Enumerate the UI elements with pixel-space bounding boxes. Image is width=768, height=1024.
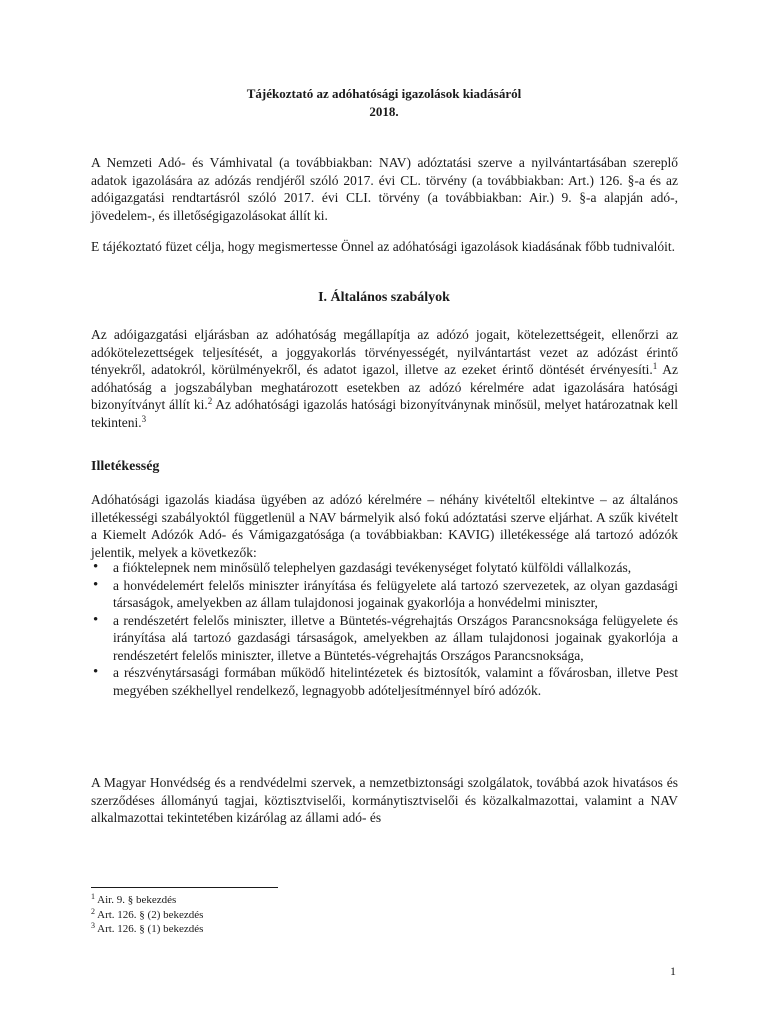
document-year: 2018. — [369, 104, 399, 119]
intro-paragraph-2: E tájékoztató füzet célja, hogy megismertesse Önnel az adóhatósági igazolások kiadásának főbb tudnivalóit. — [91, 239, 676, 254]
footnote-text: Art. 126. § (1) bekezdés — [95, 923, 204, 935]
general-rules-text-2: Az adóhatóság a jogszabályban meghatározott esetekben az adózó kérelmére adat igazolására hatósági bizonyítványt állít ki. — [91, 362, 678, 412]
exception-list — [91, 559, 678, 699]
footnote — [91, 893, 203, 908]
section-heading: I. Általános szabályok — [318, 290, 450, 305]
footnote-number: 2 — [91, 906, 95, 916]
intro-paragraph-1: A Nemzeti Adó- és Vámhivatal (a továbbiakban: NAV) adóztatási szerve a nyilvántartásában szereplő adatok igazolására az adózás rendjéről szóló 2017. évi CL. törvény (a továbbiakban: Art.) 126. §-a és az adóigazgatási rendtartásról szóló 2017. évi CLI. törvény (a továbbiakban: Air.) 9. §-a alapján adó-, jövedelem-, és illetőségigazolásokat állít ki. — [91, 155, 678, 223]
footnote-number: 1 — [91, 892, 95, 901]
footnote — [91, 922, 203, 937]
footnote-ref-2: 2 — [207, 396, 213, 406]
general-rules-paragraph — [91, 326, 678, 431]
jurisdiction-heading: Illetékesség — [91, 459, 160, 474]
footnote-ref-1: 1 — [652, 361, 658, 371]
list-item: • a részvénytársasági formában működő hitelintézetek és biztosítók, valamint a fővárosban, illetve Pest megyében székhellyel rendelkező, legnagyobb adóteljesítménnyel bíró adózók. — [91, 664, 678, 699]
footnote — [91, 908, 203, 923]
general-rules-text-1: Az adóigazgatási eljárásban az adóhatóság megállapítja az adózó jogait, kötelezettségeit, ellenőrzi az adókötelezettségek teljesítését, a joggyakorlás törvényességét, nyilvántartást vezet az adózást érintő tényekről, adatokról, körülményekről, és adatot igazol, illetve az ezeket érintő döntését érvényesíti. — [91, 327, 678, 377]
footnotes — [91, 893, 203, 937]
footnote-ref-3: 3 — [141, 413, 147, 424]
list-item: • a fióktelepnek nem minősülő telephelyen gazdasági tevékenységet folytató külföldi vállalkozás, — [91, 559, 678, 577]
page-number: 1 — [670, 964, 676, 978]
footnote-text: Art. 126. § (2) bekezdés — [95, 908, 204, 921]
footnote-separator — [91, 887, 278, 888]
list-item: • a honvédelemért felelős miniszter irányítása és felügyelete alá tartozó szervezetek, az olyan gazdasági társaságok, amelyekben az állam tulajdonosi jogainak gyakorlója a honvédelmi miniszter, — [91, 577, 678, 612]
document-title: Tájékoztató az adóhatósági igazolások kiadásáról — [246, 86, 522, 101]
footnote-number: 3 — [91, 921, 95, 930]
list-item: • a rendészetért felelős miniszter, illetve a Büntetés-végrehajtás Országos Parancsnoksága felügyelete és irányítása alá tartozó gazdasági társaságok, amelyekben az állam tulajdonosi jogainak gyakorlója a rendészetért felelős miniszter, illetve a Büntetés-végrehajtás Országos Parancsnoksága, — [91, 612, 678, 665]
closing-paragraph: A Magyar Honvédség és a rendvédelmi szervek, a nemzetbiztonsági szolgálatok, továbbá azok hivatásos és szerződéses állományú tagjai, köztisztviselői, kormánytisztviselői és közalkalmazottai, valamint a NAV alkalmazottai tekintetében kizárólag az állami adó- és — [91, 775, 678, 825]
jurisdiction-paragraph: Adóhatósági igazolás kiadása ügyében az adózó kérelmére – néhány kivételtől eltekintve – az általános illetékességi szabályoktól függetlenül a NAV bármelyik alsó fokú adóztatási szerve eljárhat. A szűk kivételt a Kiemelt Adózók Adó- és Vámigazgatósága (a továbbiakban: KAVIG) illetékessége alá tartozó adózók jelentik, melyek a következők: — [91, 492, 678, 560]
footnote-text: Air. 9. § bekezdés — [95, 894, 177, 906]
general-rules-text-3: Az adóhatósági igazolás hatósági bizonyítványnak minősül, melyet határozatnak kell tekinteni. — [91, 397, 679, 430]
